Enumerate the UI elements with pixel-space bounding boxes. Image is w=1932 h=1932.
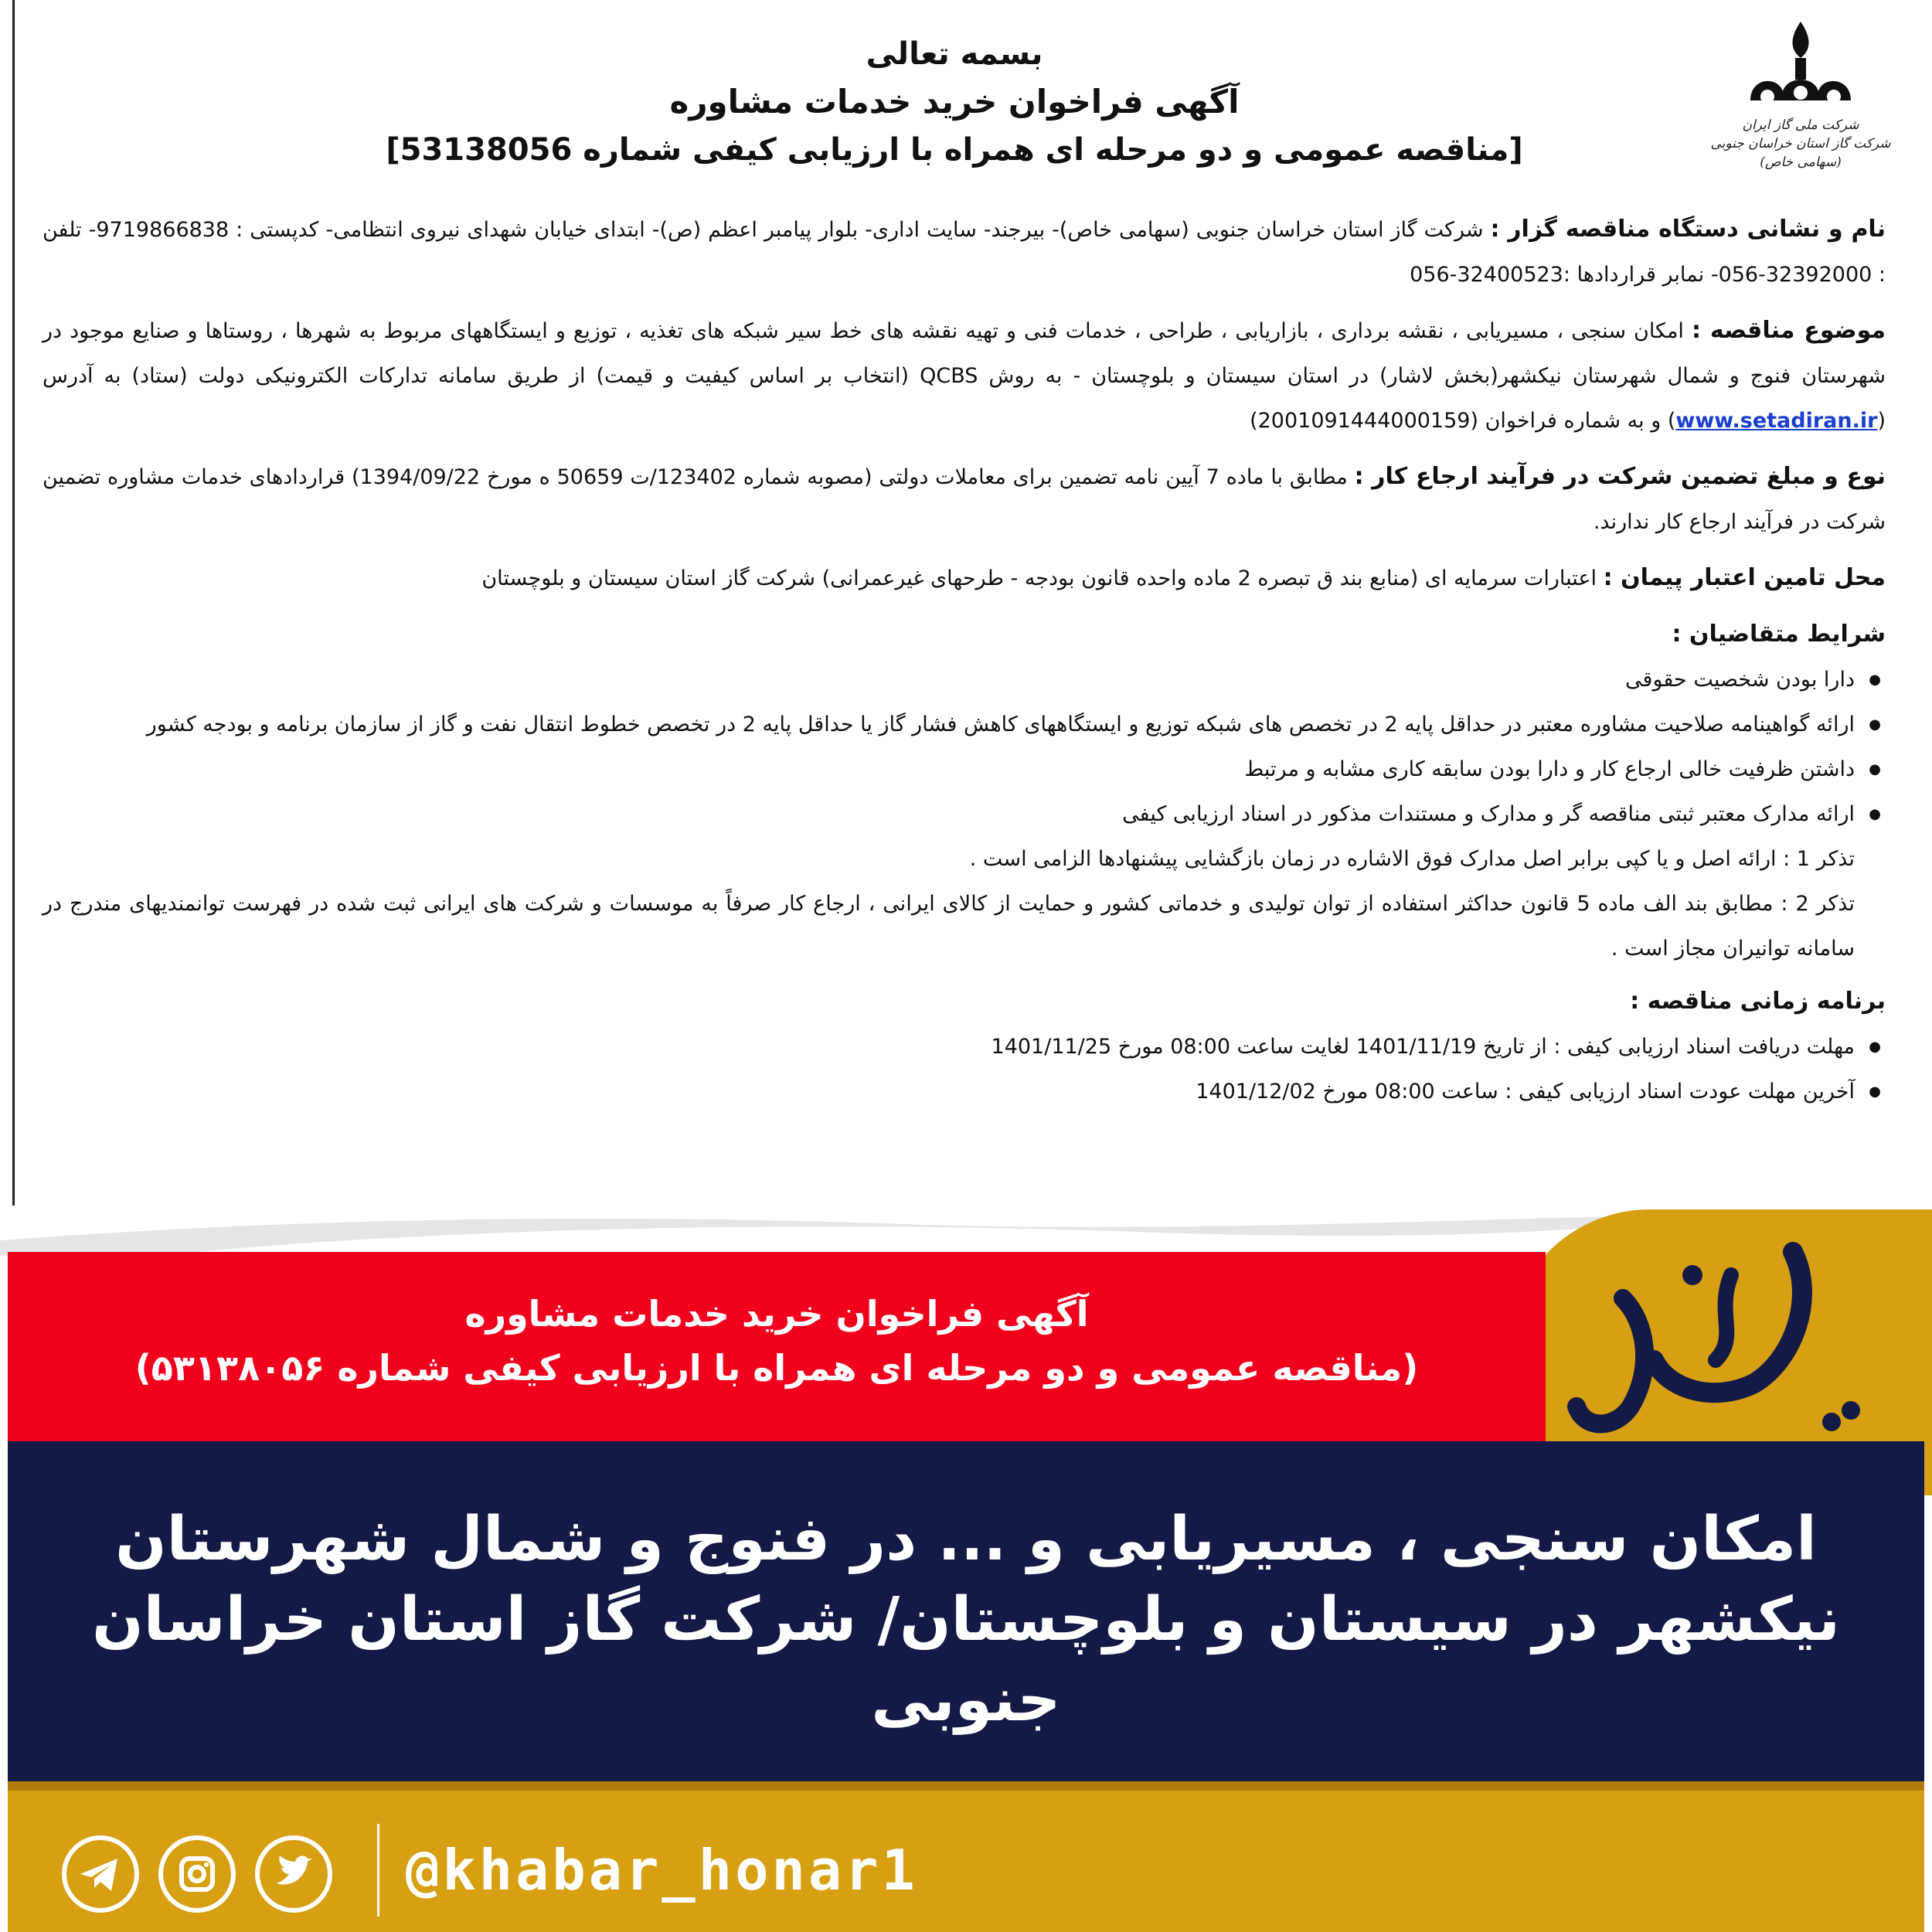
red-headline-band [8, 1252, 1546, 1441]
schedule-label: برنامه زمانی مناقصه : [1630, 988, 1886, 1015]
twitter-icon[interactable] [255, 1835, 332, 1913]
org-label: نام و نشانی دستگاه مناقصه گزار : [1490, 216, 1886, 243]
condition-item: ● دارا بودن شخصیت حقوقی [43, 658, 1855, 702]
flame-logo-icon [1735, 15, 1866, 116]
schedule-item: ● آخرین مهلت عودت اسناد ارزیابی کیفی : ساعت 08:00 مورخ 1401/12/02 [43, 1070, 1855, 1114]
setadiran-link[interactable]: www.setadiran.ir [1675, 409, 1878, 433]
note-2: تذکر 2 : مطابق بند الف ماده 5 قانون حداکثر استفاده از توان تولیدی و خدماتی کشور و حمایت از کالای ایرانی ، ارجاع کار صرفاً به موسسات و شرکت های ایرانی ثبت شده در فهرست توانمندیهای مندرج در سامانه توانیران مجاز است . [43, 892, 1855, 961]
guarantee-paragraph [43, 454, 1886, 545]
instagram-icon[interactable] [158, 1835, 236, 1913]
schedule-section [43, 979, 1886, 1114]
subject-tail: ) و به شماره فراخوان (2001091444000159) [1250, 409, 1676, 433]
funding-text: اعتبارات سرمایه ای (منابع بند ق تبصره 2 ماده واحده قانون بودجه - طرحهای غیرعمرانی) شرکت گاز استان سیستان و بلوچستان [481, 566, 1597, 590]
navy-headline-band [8, 1441, 1924, 1781]
conditions-label: شرایط متقاضیان : [1672, 621, 1886, 648]
note-1: تذکر 1 : ارائه اصل و یا کپی برابر اصل مدارک فوق الاشاره در زمان بازگشایی پیشنهادها الزامی است . [969, 847, 1855, 871]
notice-subtitle: [مناقصه عمومی و دو مرحله ای همراه با ارزیابی کیفی شماره 53138056] [386, 132, 1523, 168]
guarantee-text: مطابق با ماده 7 آیین نامه تضمین برای معاملات دولتی (مصوبه شماره 123402/ت 50659 ه مورخ 1394/09/22) قراردادهای خدمات مشاوره تضمین شرکت در فرآیند ارجاع کار ندارند. [43, 465, 1886, 534]
notice-header [232, 31, 1677, 173]
funding-paragraph [43, 556, 1886, 601]
org-paragraph [43, 207, 1886, 298]
gas-company-logo [1700, 15, 1901, 178]
conditions-list [43, 658, 1886, 837]
subject-text: امکان سنجی ، مسیریابی ، نقشه برداری ، بازاریابی ، طراحی ، خدمات فنی و تهیه نقشه های خط سیر شبکه های تغذیه ، توزیع و ایستگاههای مربوط به شهرها ، روستاها و صنایع موجود در شهرستان فنوج و شمال شهرستان نیکشهر(بخش لاشار) در استان سیستان و بلوچستان - به روش QCBS (انتخاب بر اساس کیفیت و قیمت) از طریق سامانه تدارکات الکترونیکی دولت (ستاد) به آدرس ( [43, 319, 1886, 433]
org-text: شرکت گاز استان خراسان جنوبی (سهامی خاص)- بیرجند- سایت اداری- بلوار پیامبر اعظم (ص)- ابتدای خیابان شهدای نیروی انتظامی- کدپستی : 9719866838- تلفن : 32392000-056- نمابر قراردادها :32400523-056 [43, 218, 1886, 287]
funding-label: محل تامین اعتبار پیمان : [1603, 564, 1886, 591]
subject-paragraph [43, 308, 1886, 444]
notice-body [43, 207, 1886, 1114]
telegram-icon[interactable] [62, 1835, 139, 1913]
condition-item: ● داشتن ظرفیت خالی ارجاع کار و دارا بودن سابقه کاری مشابه و مرتبط [43, 747, 1855, 792]
logo-caption-1: شرکت ملی گاز ایران [1742, 117, 1859, 133]
main-headline: امکان سنجی ، مسیریابی و ... در فنوج و شمال شهرستان نیکشهر در سیستان و بلوچستان/ شرکت گاز استان خراسان جنوبی [92, 1505, 1840, 1735]
subject-label: موضوع مناقصه : [1692, 317, 1886, 344]
notice-title: آگهی فراخوان خرید خدمات مشاوره [669, 83, 1240, 121]
basmala: بسمه تعالی [866, 36, 1043, 72]
condition-item: ● ارائه مدارک معتبر ثبتی مناقصه گر و مدارک و مستندات مذکور در اسناد ارزیابی کیفی [43, 792, 1855, 837]
left-border-line [12, 0, 15, 1206]
schedule-list [43, 1025, 1886, 1114]
guarantee-label: نوع و مبلغ تضمین شرکت در فرآیند ارجاع کار : [1354, 463, 1886, 490]
footer-separator [377, 1824, 379, 1917]
red-line-1: آگهی فراخوان خرید خدمات مشاوره [464, 1293, 1089, 1335]
footer-shade [8, 1781, 1924, 1791]
conditions-section [43, 612, 1886, 971]
red-line-2: (مناقصه عمومی و دو مرحله ای همراه با ارزیابی کیفی شماره ۵۳۱۳۸۰۵۶) [134, 1347, 1419, 1389]
schedule-item: ● مهلت دریافت اسناد ارزیابی کیفی : از تاریخ 1401/11/19 لغایت ساعت 08:00 مورخ 1401/11/25 [43, 1025, 1855, 1070]
logo-caption-2: شرکت گاز استان خراسان جنوبی (سهامی خاص) [1710, 136, 1891, 170]
condition-item: ● ارائه گواهینامه صلاحیت مشاوره معتبر در حداقل پایه 2 در تخصص های شبکه توزیع و ایستگاههای کاهش فشار گاز یا حداقل پایه 2 در تخصص خطوط انتقال نفت و گاز از سازمان برنامه و بودجه کشور [43, 702, 1855, 747]
social-handle[interactable]: @khabar_honar1 [406, 1838, 918, 1903]
